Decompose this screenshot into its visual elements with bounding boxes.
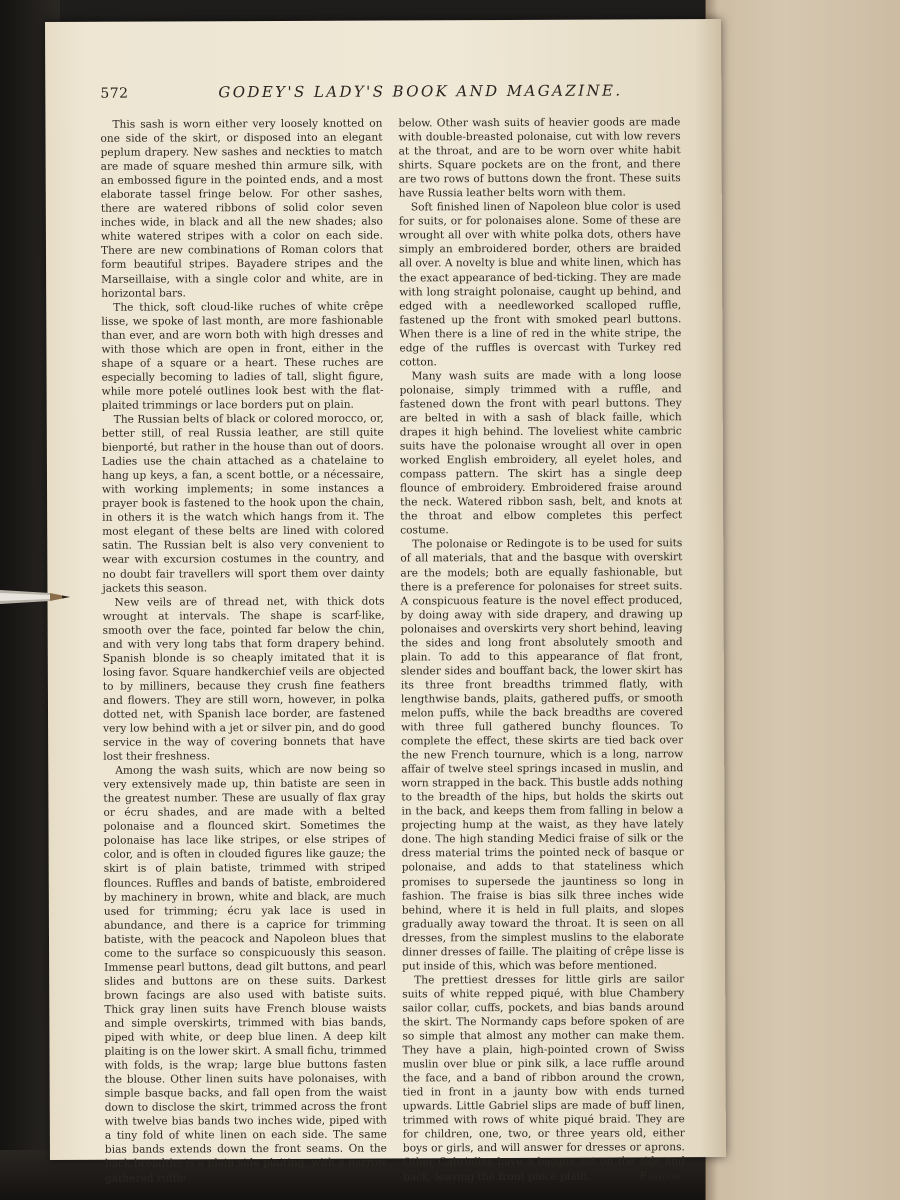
pencil-tip-icon	[0, 584, 72, 610]
paragraph-text: The prettiest dresses for little girls are sailor suits of white repped piqué, with blue Chambery sailor collar, cuffs, pockets, and bias bands around the skirt. The Normandy caps before spoken of are so simple that almost any mother can make them. They have a plain, high-pointed crown of Swiss muslin over blue or pink silk, a lace ruffle around the face, and a band of ribbon around the crown, tied in front in a jaunty bow with ends turned upwards. Little Gabriel slips are made of buff linen, trimmed with rows of white piqué braid. They are for children, one, two, or three years old, either boys or girls, and will answer for dresses or aprons. Other Gabrielles have a basque set on the side and back, leaving the front piece plain.	[402, 973, 686, 1183]
paragraph: The thick, soft cloud-like ruches of white crêpe lisse, we spoke of last month, are more fashionable than ever, and are worn both with high dresses and with those which are open in front, either in the shape of a square or a heart. These ruches are especially becoming to ladies of tall, slight figure, while more potelé outlines look best with the flat-plaited trimmings or lace borders put on plain.	[101, 300, 384, 412]
paragraph: The Russian belts of black or colored morocco, or, better still, of real Russia leather, are still quite bienporté, but rather in the house than out of doors. Ladies use the chain attached as a chatelaine to hang up keys, a fan, a scent bottle, or a nécessaire, with working implements; in some instances a prayer book is fastened to the hook upon the chain, in others it is the watch which hangs from it. The most elegant of these belts are lined with colored satin. The Russian belt is also very convenient to wear with excursion costumes in the country, and no doubt fair travellers will sport them over dainty jackets this season.	[101, 412, 385, 595]
page-header	[100, 81, 640, 105]
paragraph: Among the wash suits, which are now being so very extensively made up, thin batiste are seen in the greatest number. These are usually of flax gray or écru shades, and are made with a belted polonaise and a flounced skirt. Sometimes the polonaise has lace like stripes, or else stripes of color, and is often in clouded figures like gauze; the skirt is of plain batiste, trimmed with striped flounces. Ruffles and bands of batiste, embroidered by machinery in brown, white and black, are much used for trimming; écru yak lace is used in abundance, and there is a caprice for trimming batiste, with the peacock and Napoleon blues that come to the surface so conspicuously this season. Immense pearl buttons, dead gilt buttons, and pearl slides and buttons are on these suits. Darkest brown facings are also used with batiste suits. Thick gray linen suits have French blouse waists and simple overskirts, trimmed with bias bands, piped with white, or deep blue linen. A deep kilt plaiting is on the lower skirt. A small fichu, trimmed with folds, is the wrap; large blue buttons fasten the blouse. Other linen suits have polonaises, with simple basque backs, and fall open from the waist down to disclose the skirt, trimmed across the front with twelve bias bands two inches wide, piped with a tiny fold of white linen on each side. The same bias bands extends down the front seams. On the back breadths is a plain side plaiting, with a narrow gathered ruffle	[103, 763, 388, 1185]
running-title: GODEY'S LADY'S BOOK AND MAGAZINE.	[218, 81, 623, 102]
paragraph: The polonaise or Redingote is to be used for suits of all materials, that and the basque with overskirt are the models; both are equally fashionable, but there is a preference for polonaises for street suits. A conspicuous feature is the novel effect produced, by doing away with side drapery, and drawing up polonaises and overskirts very short behind, leaving the sides and long front absolutely smooth and plain. To add to this appearance of flat front, slender sides and bouffant back, the lower skirt has its three front breadths trimmed flatly, with lengthwise bands, plaits, gathered puffs, or smooth melon puffs, while the back breadths are covered with three full gathered bunchy flounces. To complete the effect, these skirts are tied back over the new French tournure, which is a long, narrow affair of twelve steel springs incased in muslin, and worn strapped in the back. This bustle adds nothing to the breadth of the hips, but holds the skirts out in the back, and keeps them from falling in below a projecting hump at the waist, as they have lately done. The high standing Medici fraise of silk or the dress material trims the pointed neck of basque or polonaise, and adds to that stateliness which promises to supersede the jauntiness so long in fashion. The fraise is bias silk three inches wide behind, where it is held in full plaits, and slopes gradually away toward the throat. It is seen on all dresses, from the simplest muslins to the elaborate dinner dresses of faille. The plaiting of crêpe lisse is put inside of this, which was before mentioned.	[400, 537, 685, 973]
facing-page-edge	[705, 0, 900, 1200]
paragraph: Many wash suits are made with a long loose polonaise, simply trimmed with a ruffle, and fastened down the front with pearl buttons. They are belted in with a sash of black faille, which drapes it high behind. The loveliest white cambric suits have the polonaise wrought all over in open worked English embroidery, all eyelet holes, and compass pattern. The skirt has a single deep flounce of embroidery. Embroidered fraise around the neck. Watered ribbon sash, belt, and knots at the throat and elbow completes this perfect costume.	[399, 369, 683, 537]
page-number: 572	[100, 85, 129, 102]
left-column	[100, 117, 387, 1186]
book-page	[45, 19, 726, 1185]
signature: Fashion.	[639, 1169, 686, 1182]
paragraph: New veils are of thread net, with thick dots wrought at intervals. The shape is scarf-like, smooth over the face, pointed far below the chin, and with very long tabs that form drapery behind. Spanish blonde is so cheaply imitated that it is losing favor. Square handkerchief veils are objected to by milliners, because they crush fine feathers and flowers. They are still worn, however, in polka dotted net, with Spanish lace border, are fastened very low behind with a jet or silver pin, and do good service in the way of covering bonnets that have lost their freshness.	[102, 595, 386, 763]
paragraph: below. Other wash suits of heavier goods are made with double-breasted polonaise, cut with low revers at the throat, and are to be worn over white habit shirts. Square pockets are on the front, and there are two rows of buttons down the front. These suits have Russia leather belts worn with them.	[398, 116, 681, 200]
right-column	[398, 115, 685, 1184]
paragraph	[402, 972, 685, 1184]
paragraph: This sash is worn either very loosely knotted on one side of the skirt, or disposed into an elegant peplum drapery. New sashes and neckties to match are made of square meshed thin armure silk, with an embossed figure in the pointed ends, and a most elaborate tassel fringe below. For other sashes, there are watered ribbons of solid color seven inches wide, in black and all the new shades; also white watered stripes with a color on each side. There are new combinations of Roman colors that form beautiful stripes. Bayadere stripes and the Marseillaise, with a single color and white, are in horizontal bars.	[100, 117, 384, 300]
paragraph: Soft finished linen of Napoleon blue color is used for suits, or for polonaises alone. Some of these are wrought all over with white polka dots, others have simply an embroidered border, others are braided all over. A novelty is blue and white linen, which has the exact appearance of bed-ticking. They are made with long straight polonaise, caught up behind, and edged with a needleworked scalloped ruffle, fastened up the front with smoked pearl buttons. When there is a line of red in the white stripe, the edge of the ruffles is overcast with Turkey red cotton.	[398, 200, 682, 369]
